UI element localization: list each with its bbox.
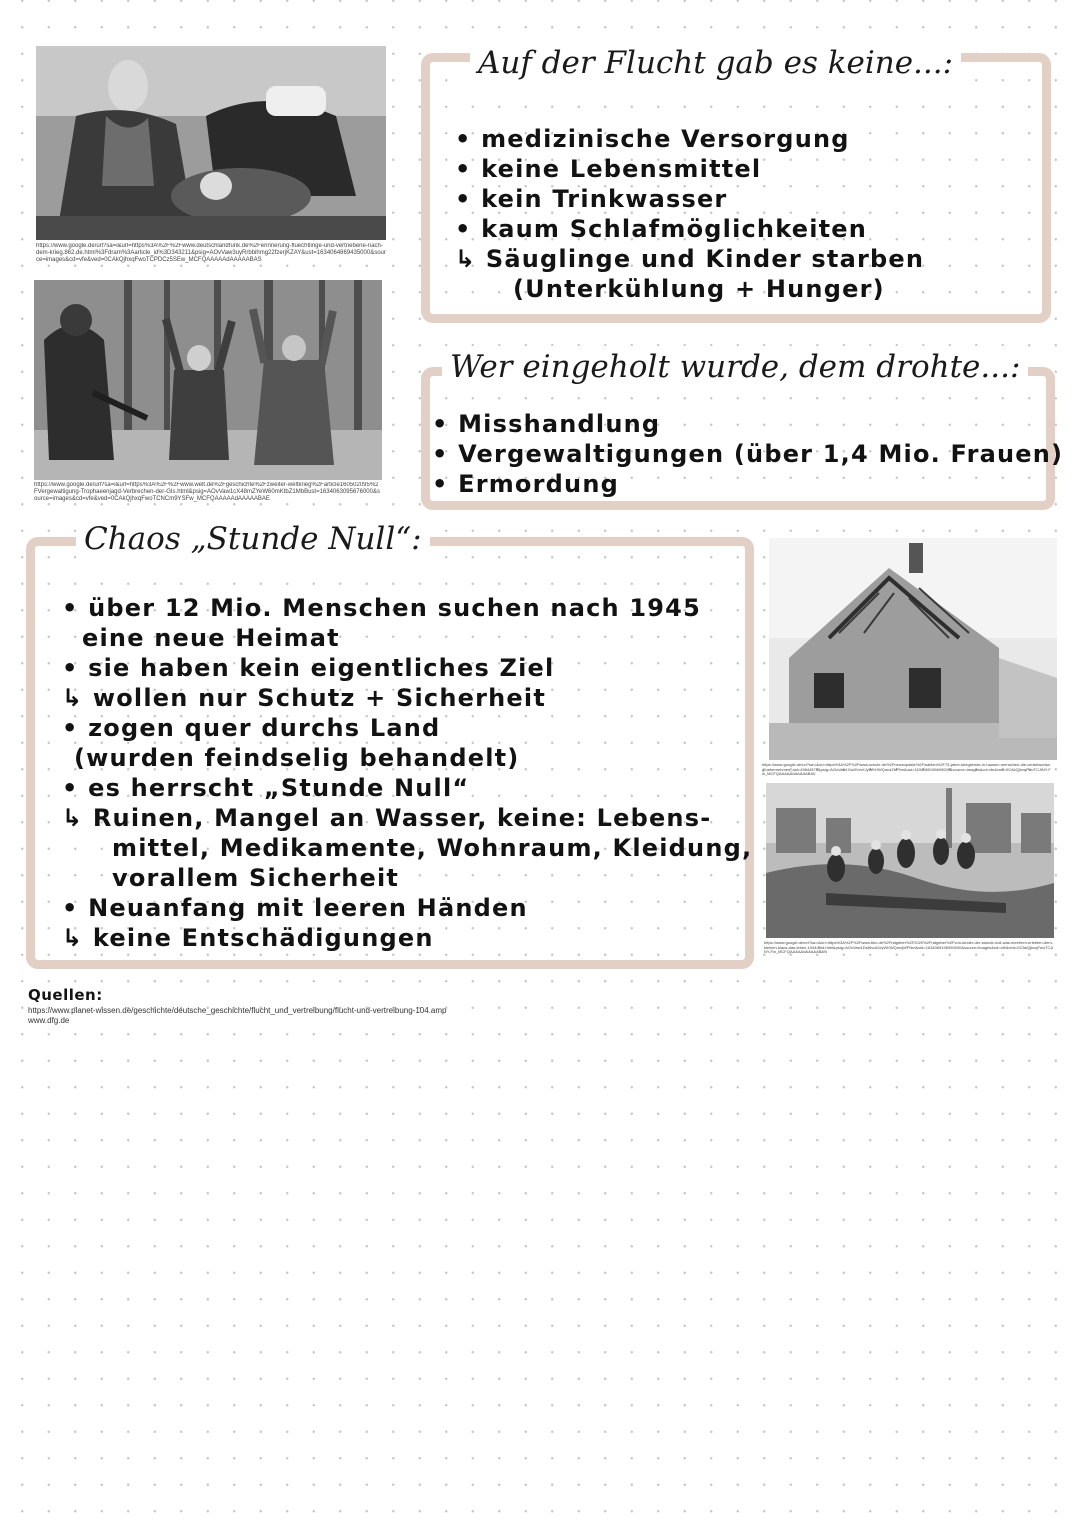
refugee-woman-photo — [36, 46, 386, 240]
list-item: • Ermordung — [432, 470, 619, 498]
list-item: • kein Trinkwasser — [455, 185, 728, 213]
ruined-house — [769, 538, 1057, 760]
rubble-scene — [766, 783, 1054, 938]
list-item: • über 12 Mio. Menschen suchen nach 1945 — [62, 594, 701, 622]
zero-hour-title: Chaos „Stunde Null“: — [76, 518, 430, 560]
house-photo-source: https://www.google.de/url?sa=i&url=https%3A%2F%2Fwww.schule.de%2Fnewsupdate%2Fwahlen%2F75-jahre-kriegsende-in-hausen-menschen-die-verantwortung-uebernehmen_aid=49844570&psig=AOvVaw1Gw0VmXJyWKHWQmoiZhF9m&ust=1634065196609000&source=images&cd=vfe&ved=0CAkQjhxqFwoTCJiNY-Fw_MCFQAAAAAdAAAAABAV — [762, 763, 1051, 776]
zero-hour-list — [62, 593, 752, 953]
flight-shortages-list — [455, 124, 924, 304]
list-item: • es herrscht „Stunde Null“ — [62, 774, 470, 802]
refugee-photo-source: https://www.google.de/url?sa=i&url=https%3A%2F%2Fwww.deutschlandfunk.de%2Ferinnerung-fluechtlinge-und-vertriebene-nach-dem-krieg.862.de.html%3Fdram%3Aarticle_id%3D343211&psig=AOvVaw3uyRrbbihmg22fzerjKZAY&ust=1634064869435000&source=images&cd=vfe&ved=0CAkQjhxqFwoTCPDCz5SEw_MCFQAAAAAdAAAAABAS — [36, 243, 386, 263]
threats-list — [432, 409, 1063, 499]
list-item: ↳ Ruinen, Mangel an Wasser, keine: Lebens- — [62, 804, 712, 832]
list-item: • keine Lebensmittel — [455, 155, 762, 183]
children-rubble-photo — [766, 783, 1054, 938]
list-item: ↳ Säuglinge und Kinder starben — [455, 245, 925, 273]
list-item: mittel, Medikamente, Wohnraum, Kleidung, — [112, 834, 753, 862]
list-item: vorallem Sicherheit — [112, 864, 400, 892]
list-item: ↳ wollen nur Schutz + Sicherheit — [62, 684, 547, 712]
list-item: • medizinische Versorgung — [455, 125, 850, 153]
list-item: eine neue Heimat — [82, 624, 340, 652]
list-item: • Vergewaltigungen (über 1,4 Mio. Frauen) — [432, 440, 1064, 468]
children-photo-source: https://www.google.de/url?sa=i&url=https%3A%2F%2Fwww.bbc.de%2Fratgeber%2F2020%2Fratgeber%2Fvon-kinder-der-stunde-null-was-meehren-erlebten-dem-kleinen-klaus-das-leben-1944/Bild.html&psig=AOvVaw1DsiNvdUUyWKWQmxjWFNm&ust=1634065196950000&source=images&cd=vfe&ved=0CAkQjhxqFwoTCJiNY-Fw_MCFQAAAAAdAAAAABAN — [764, 941, 1054, 954]
list-item: • kaum Schlafmöglichkeiten — [455, 215, 868, 243]
bombed-house-photo — [769, 538, 1057, 760]
sources-label: Quellen: — [28, 986, 103, 1004]
surrender-scene — [34, 280, 382, 480]
list-item: ↳ keine Entschädigungen — [62, 924, 434, 952]
list-item: • sie haben kein eigentliches Ziel — [62, 654, 555, 682]
soldiers-photo-source: https://www.google.de/url?sa=i&url=https%3A%2F%2Fwww.welt.de%2Fgeschichte%2Fzweiter-weltkrieg%2Farticle160502095%2FVergewaltigung-Trophaeenjagd-Verbrechen-der-GIs.html&psig=AOvVaw1cX48mZYeW60mKtbZ1MbBust=1634063095676000&source=images&cd=vfe&ved=0CAkQjhxqFwoTCNCm9YSFw_MCFQAAAAAdAAAAABAE — [34, 482, 380, 502]
refugee-woman-figure — [36, 46, 386, 240]
source-link-dfg[interactable]: www.dfg.de — [28, 1016, 70, 1025]
flight-shortages-title: Auf der Flucht gab es keine...: — [470, 42, 961, 84]
list-item: • zogen quer durchs Land — [62, 714, 441, 742]
threats-title: Wer eingeholt wurde, dem drohte...: — [442, 346, 1028, 388]
list-item: (Unterkühlung + Hunger) — [513, 275, 885, 303]
list-item: • Neuanfang mit leeren Händen — [62, 894, 528, 922]
list-item: (wurden feindselig behandelt) — [74, 744, 520, 772]
list-item: • Misshandlung — [432, 410, 661, 438]
soldiers-surrender-photo — [34, 280, 382, 480]
source-link-planet-wissen[interactable]: https://www.planet-wissen.de/geschichte/deutsche_geschichte/flucht_und_vertreibung/flucht-und-vertreibung-104.amp — [28, 1006, 447, 1015]
